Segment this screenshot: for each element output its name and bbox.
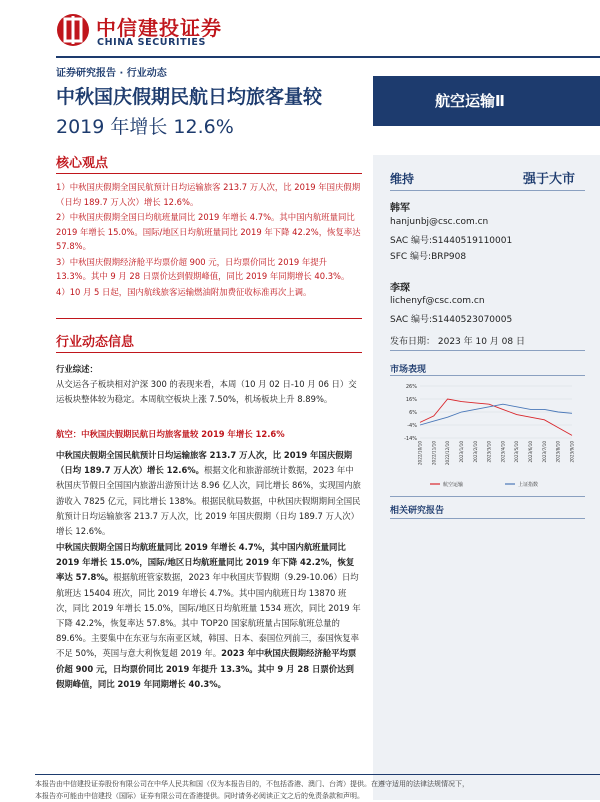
header-rule bbox=[56, 56, 600, 58]
chart-legend-label: 上证指数 bbox=[518, 482, 539, 488]
chart-y-tick-label: 26% bbox=[405, 384, 417, 390]
market-heading: 市场表现 bbox=[390, 365, 427, 375]
chart-x-tick-label: 2023/8/10 bbox=[555, 441, 561, 463]
footer-line-1: 本报告由中信建投证券股份有限公司在中华人民共和国（仅为本报告目的，不包括香港、澳门、台湾）提供。在遵守适用的法律法规情况下， bbox=[35, 780, 469, 788]
industry-label: 航空运输Ⅱ bbox=[435, 92, 505, 110]
paragraph-2-fare: 2023 年中秋国庆假期经济舱平均票价超 900 元，日均票价同比 2019 年提升 13.3%。其中 9 月 28 日票价达到假期峰值，同比 2019 年同期增长 40.3%。 bbox=[56, 648, 357, 689]
chart-x-tick-label: 2023/9/10 bbox=[569, 441, 575, 463]
footer-disclaimer bbox=[35, 778, 600, 802]
chart-x-tick-label: 2023/5/10 bbox=[514, 441, 520, 463]
rating-row bbox=[390, 168, 585, 191]
paragraph-2-rate: 57.8%。 bbox=[72, 572, 114, 583]
paragraph-2 bbox=[56, 540, 362, 692]
paragraph-1 bbox=[56, 448, 362, 539]
chart-series-line bbox=[420, 399, 572, 435]
core-view-rule bbox=[56, 173, 362, 174]
report-title-line2: 2019 年增长 12.6% bbox=[56, 116, 234, 138]
related-rule-bottom bbox=[390, 518, 585, 519]
chart-x-tick-label: 2023/7/10 bbox=[541, 441, 547, 463]
industry-banner bbox=[373, 76, 600, 126]
summary-text: 从交运各子板块相对沪深 300 的表现来看，本周（10 月 02 日-10 月 06 日）交运板块整体较为稳定。本周航空板块上涨 7.50%，机场板块上升 8.89%。 bbox=[56, 379, 357, 405]
analyst2-sac: SAC 编号:S1440523070005 bbox=[390, 315, 513, 325]
chart-y-tick-label: -14% bbox=[404, 436, 417, 442]
paragraph-2-body: 根据航班管家数据，2023 年中秋国庆节假期（9.29-10.06）日均航班达 15404 班次，同比 2019 年增长 4.7%。其中国内航班日均 13870 班次，同比 2019 年增长 15.0%，国际/地区日均航班量 1534 班次，同比 2019 年下降 42.2%，恢复率达 57.8%。其中 TOP20 国家航班量占国际航班总量的 89.6%。主要集中在东亚与东南亚区域，韩国、日本、泰国位列前三，泰国恢复率不足 50%，英国与意大利恢复超 2019 年。 bbox=[56, 572, 361, 659]
chart-x-tick-label: 2023/3/10 bbox=[486, 441, 492, 463]
industry-summary bbox=[56, 362, 362, 408]
market-chart bbox=[390, 382, 580, 492]
logo-text-en: CHINA SECURITIES bbox=[97, 37, 206, 48]
core-view-heading: 核心观点 bbox=[56, 156, 109, 171]
market-chart-svg bbox=[390, 382, 580, 492]
analyst1-sac: SAC 编号:S1440519110001 bbox=[390, 236, 513, 246]
analyst2-name: 李琛 bbox=[390, 283, 410, 294]
core-view-end-rule bbox=[56, 318, 362, 319]
chart-legend-label: 航空运输 bbox=[443, 482, 464, 488]
analyst2-email[interactable]: lichenyf@csc.com.cn bbox=[390, 296, 485, 306]
industry-info-heading: 行业动态信息 bbox=[56, 335, 135, 350]
chart-x-tick-label: 2022/11/10 bbox=[431, 441, 437, 466]
logo bbox=[56, 10, 226, 50]
rating-action: 维持 bbox=[390, 172, 415, 186]
publish-date: 发布日期： 2023 年 10 月 08 日 bbox=[390, 337, 525, 347]
report-title-line1: 中秋国庆假期民航日均旅客量较 bbox=[56, 86, 323, 108]
summary-label: 行业综述： bbox=[56, 364, 98, 374]
report-title bbox=[56, 82, 366, 142]
chart-x-tick-label: 2023/2/10 bbox=[472, 441, 478, 463]
chart-series-line bbox=[420, 404, 572, 425]
chart-x-tick-label: 2023/4/10 bbox=[500, 441, 506, 463]
core-view-points bbox=[56, 180, 362, 300]
related-rule-top bbox=[390, 496, 585, 497]
chart-y-tick-label: -4% bbox=[407, 423, 417, 429]
chart-y-tick-label: 6% bbox=[409, 410, 417, 416]
analyst1-email[interactable]: hanjunbj@csc.com.cn bbox=[390, 217, 489, 227]
related-heading: 相关研究报告 bbox=[390, 506, 445, 516]
aviation-subhead: 航空：中秋国庆假期民航日均旅客量较 2019 年增长 12.6% bbox=[56, 429, 285, 439]
market-heading-rule bbox=[390, 375, 585, 376]
core-point-1: 1）中秋国庆假期全国民航预计日均运输旅客 213.7 万人次，比 2019 年国庆假期（日均 189.7 万人次）增长 12.6%。 bbox=[56, 182, 361, 207]
paragraph-1-lead: 中秋国庆假期全国民航预计日均运输旅客 213.7 万人次，比 2019 年国庆假期（日均 189.7 万人次）增长 12.6%。 bbox=[56, 450, 352, 476]
chart-x-tick-label: 2023/6/10 bbox=[528, 441, 534, 463]
core-point-3: 3）中秋国庆假期经济舱平均票价超 900 元，日均票价同比 2019 年提升 13.3%。其中 9 月 28 日票价达到假期峰值，同比 2019 年同期增长 40.3%。 bbox=[56, 256, 350, 281]
core-point-4: 4）10 月 5 日起，国内航线旅客运输燃油附加费征收标准再次上调。 bbox=[56, 286, 312, 297]
chart-x-tick-label: 2022/12/10 bbox=[445, 441, 451, 466]
chart-y-tick-label: 16% bbox=[405, 397, 417, 403]
chart-x-tick-label: 2022/10/10 bbox=[417, 441, 423, 466]
paragraph-1-body: 根据文化和旅游部统计数据，2023 年中秋国庆节假日全国国内旅游出游预计达 8.96 亿人次，同比增长 86%，实现国内旅游收入 7825 亿元，同比增长 138%。根据民航局数据，中秋国庆假期期间全国民航预计日均运输旅客 213.7 万人次，比 2019 年国庆假期（日均 189.7 万人次）增长 12.6%。 bbox=[56, 465, 361, 537]
rating-value: 强于大市 bbox=[522, 172, 575, 187]
report-type: 证券研究报告 · 行业动态 bbox=[56, 68, 167, 79]
paragraph-2-lead: 中秋国庆假期全国日均航班量同比 2019 年增长 4.7%，其中国内航班量同比 2019 年增长 15.0%，国际/地区日均航班量同比 2019 年下降 42.2%，恢复率达 bbox=[56, 542, 355, 583]
logo-text-cn: 中信建投证券 bbox=[96, 16, 222, 40]
analyst1-sfc: SFC 编号:BRP908 bbox=[390, 252, 467, 262]
footer-rule bbox=[35, 774, 600, 775]
logo-emblem-icon bbox=[56, 13, 90, 47]
sidebar-divider bbox=[390, 350, 585, 351]
analyst1-name: 韩军 bbox=[390, 203, 410, 214]
industry-info-rule bbox=[56, 352, 362, 353]
chart-x-tick-label: 2023/1/10 bbox=[458, 441, 464, 463]
core-point-2: 2）中秋国庆假期全国日均航班量同比 2019 年增长 4.7%。其中国内航班量同比 2019 年增长 15.0%。国际/地区日均航班量同比 2019 年下降 42.2%，恢复率达 57.8%。 bbox=[56, 212, 361, 251]
footer-line-2: 本报告亦可能由中信建投（国际）证券有限公司在香港提供。同时请务必阅读正文之后的免责条款和声明。 bbox=[35, 792, 364, 800]
